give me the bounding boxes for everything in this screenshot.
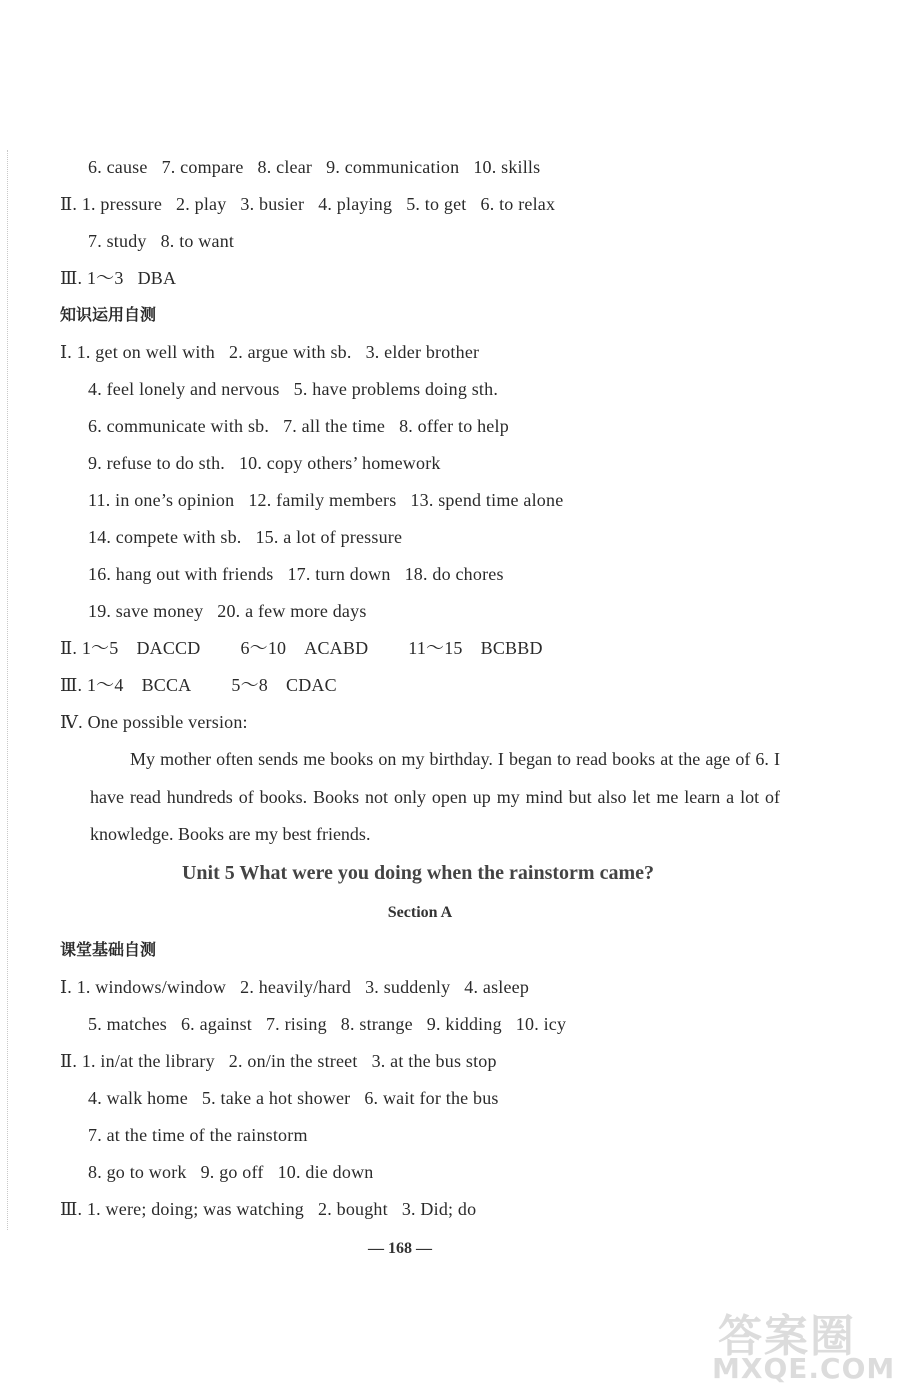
answer-line — [60, 193, 555, 215]
answer-item: 9. communication — [326, 157, 460, 177]
answer-item: 9. refuse to do sth. — [88, 453, 225, 473]
answer-line — [88, 1013, 566, 1035]
answer-line — [60, 341, 479, 363]
answer-item: 5. matches — [88, 1014, 167, 1034]
answer-item: 3. at the bus stop — [371, 1051, 497, 1071]
answer-item: ACABD — [304, 638, 369, 658]
answer-item: 2. bought — [318, 1199, 388, 1219]
answer-item: 6. against — [180, 1014, 252, 1034]
answer-line — [60, 1198, 476, 1220]
answer-item: Ⅲ. 1. were; doing; was watching — [60, 1199, 305, 1219]
page-edge-decoration — [7, 150, 8, 1230]
answer-item: Ⅰ. 1. get on well with — [60, 342, 215, 362]
answer-line — [88, 378, 498, 400]
answer-item: 6～10 — [240, 638, 287, 658]
answer-line — [88, 230, 234, 252]
answer-item: Ⅰ. 1. windows/window — [60, 977, 227, 997]
answer-item: 20. a few more days — [217, 601, 367, 621]
answer-item: 2. heavily/hard — [240, 977, 352, 997]
answer-item: 10. icy — [515, 1014, 567, 1034]
answer-item: CDAC — [286, 675, 337, 695]
answer-item: 7. compare — [161, 157, 244, 177]
answer-item: 8. strange — [340, 1014, 413, 1034]
answer-line — [60, 711, 248, 733]
answer-item: Ⅲ. 1～4 — [60, 675, 124, 695]
answer-item: 5～8 — [231, 675, 268, 695]
answer-item: 14. compete with sb. — [88, 527, 242, 547]
answer-item: 6. wait for the bus — [364, 1088, 499, 1108]
answer-line — [88, 156, 540, 178]
answer-item: 16. hang out with friends — [88, 564, 274, 584]
answer-item: 11. in one’s opinion — [88, 490, 235, 510]
answer-line — [88, 600, 367, 622]
answer-item: 8. clear — [257, 157, 313, 177]
answer-item: 2. on/in the street — [228, 1051, 358, 1071]
answer-item: 3. Did; do — [401, 1199, 477, 1219]
answer-line — [60, 976, 529, 998]
answer-item: 4. feel lonely and nervous — [88, 379, 280, 399]
answer-line — [88, 415, 509, 437]
answer-line — [60, 1050, 497, 1072]
essay-paragraph: My mother often sends me books on my birthday. I began to read books at the age of 6. I have read hundreds of books. Books not only open up my mind but also let me learn a lot of knowledge. Books are my best friends. — [90, 749, 780, 844]
answer-line — [60, 674, 377, 696]
answer-item: BCBBD — [480, 638, 543, 658]
answer-item: DACCD — [136, 638, 201, 658]
answer-line — [88, 1161, 373, 1183]
answer-item: 13. spend time alone — [410, 490, 564, 510]
answer-item: Ⅳ. One possible version: — [60, 712, 248, 732]
answer-item: 18. do chores — [404, 564, 504, 584]
answer-item: 6. cause — [88, 157, 148, 177]
answer-item: 15. a lot of pressure — [255, 527, 403, 547]
answer-item: Ⅱ. 1. in/at the library — [60, 1051, 215, 1071]
answer-line — [88, 563, 504, 585]
answer-item: 4. walk home — [88, 1088, 188, 1108]
answer-item: 17. turn down — [287, 564, 391, 584]
section-heading-knowledge: 知识运用自测 — [60, 305, 157, 324]
answer-item: 12. family members — [248, 490, 397, 510]
answer-item: Ⅱ. 1～5 — [60, 638, 119, 658]
answer-item: 7. study — [88, 231, 147, 251]
unit-title: Unit 5 What were you doing when the rainstorm came? — [181, 862, 655, 884]
answer-item: 2. play — [176, 194, 227, 214]
answer-item: 6. to relax — [480, 194, 556, 214]
watermark-bottom-text: MXQE.COM — [712, 1352, 896, 1385]
answer-item: 8. go to work — [88, 1162, 187, 1182]
answer-item: 5. to get — [406, 194, 467, 214]
section-title: Section A — [387, 904, 453, 921]
answer-item: 4. asleep — [464, 977, 530, 997]
answer-item: 19. save money — [88, 601, 204, 621]
answer-item: Ⅲ. 1～3 — [60, 268, 124, 288]
answer-item: Ⅱ. 1. pressure — [60, 194, 163, 214]
watermark-logo — [708, 1300, 896, 1385]
answer-item: 10. copy others’ homework — [238, 453, 441, 473]
answer-line — [88, 526, 402, 548]
answer-item: 9. kidding — [426, 1014, 502, 1034]
answer-item: 3. elder brother — [365, 342, 480, 362]
answer-item: 6. communicate with sb. — [88, 416, 270, 436]
answer-item: 7. all the time — [283, 416, 386, 436]
answer-line — [88, 1124, 308, 1146]
answer-item: 5. take a hot shower — [201, 1088, 351, 1108]
answer-item: 4. playing — [318, 194, 393, 214]
answer-item: 10. die down — [277, 1162, 374, 1182]
answer-item: BCCA — [141, 675, 192, 695]
answer-item: DBA — [137, 268, 177, 288]
answer-item: 3. suddenly — [365, 977, 451, 997]
answer-line — [60, 267, 176, 289]
answer-line — [88, 452, 441, 474]
answer-item: 7. at the time of the rainstorm — [88, 1125, 308, 1145]
answer-item: 8. offer to help — [399, 416, 509, 436]
page-number: — 168 — — [368, 1240, 432, 1257]
watermark-top-text: 答案圈 — [718, 1311, 856, 1362]
answer-item: 8. to want — [160, 231, 235, 251]
answer-item: 2. argue with sb. — [229, 342, 352, 362]
answer-line — [88, 1087, 499, 1109]
answer-item: 3. busier — [240, 194, 305, 214]
answer-item: 7. rising — [265, 1014, 327, 1034]
answer-item: 10. skills — [473, 157, 541, 177]
answer-item: 11～15 — [408, 638, 463, 658]
section-heading-classroom: 课堂基础自测 — [60, 940, 157, 959]
answer-item: 5. have problems doing sth. — [293, 379, 499, 399]
answer-line — [60, 637, 583, 659]
answer-line — [88, 489, 563, 511]
answer-item: 9. go off — [200, 1162, 264, 1182]
